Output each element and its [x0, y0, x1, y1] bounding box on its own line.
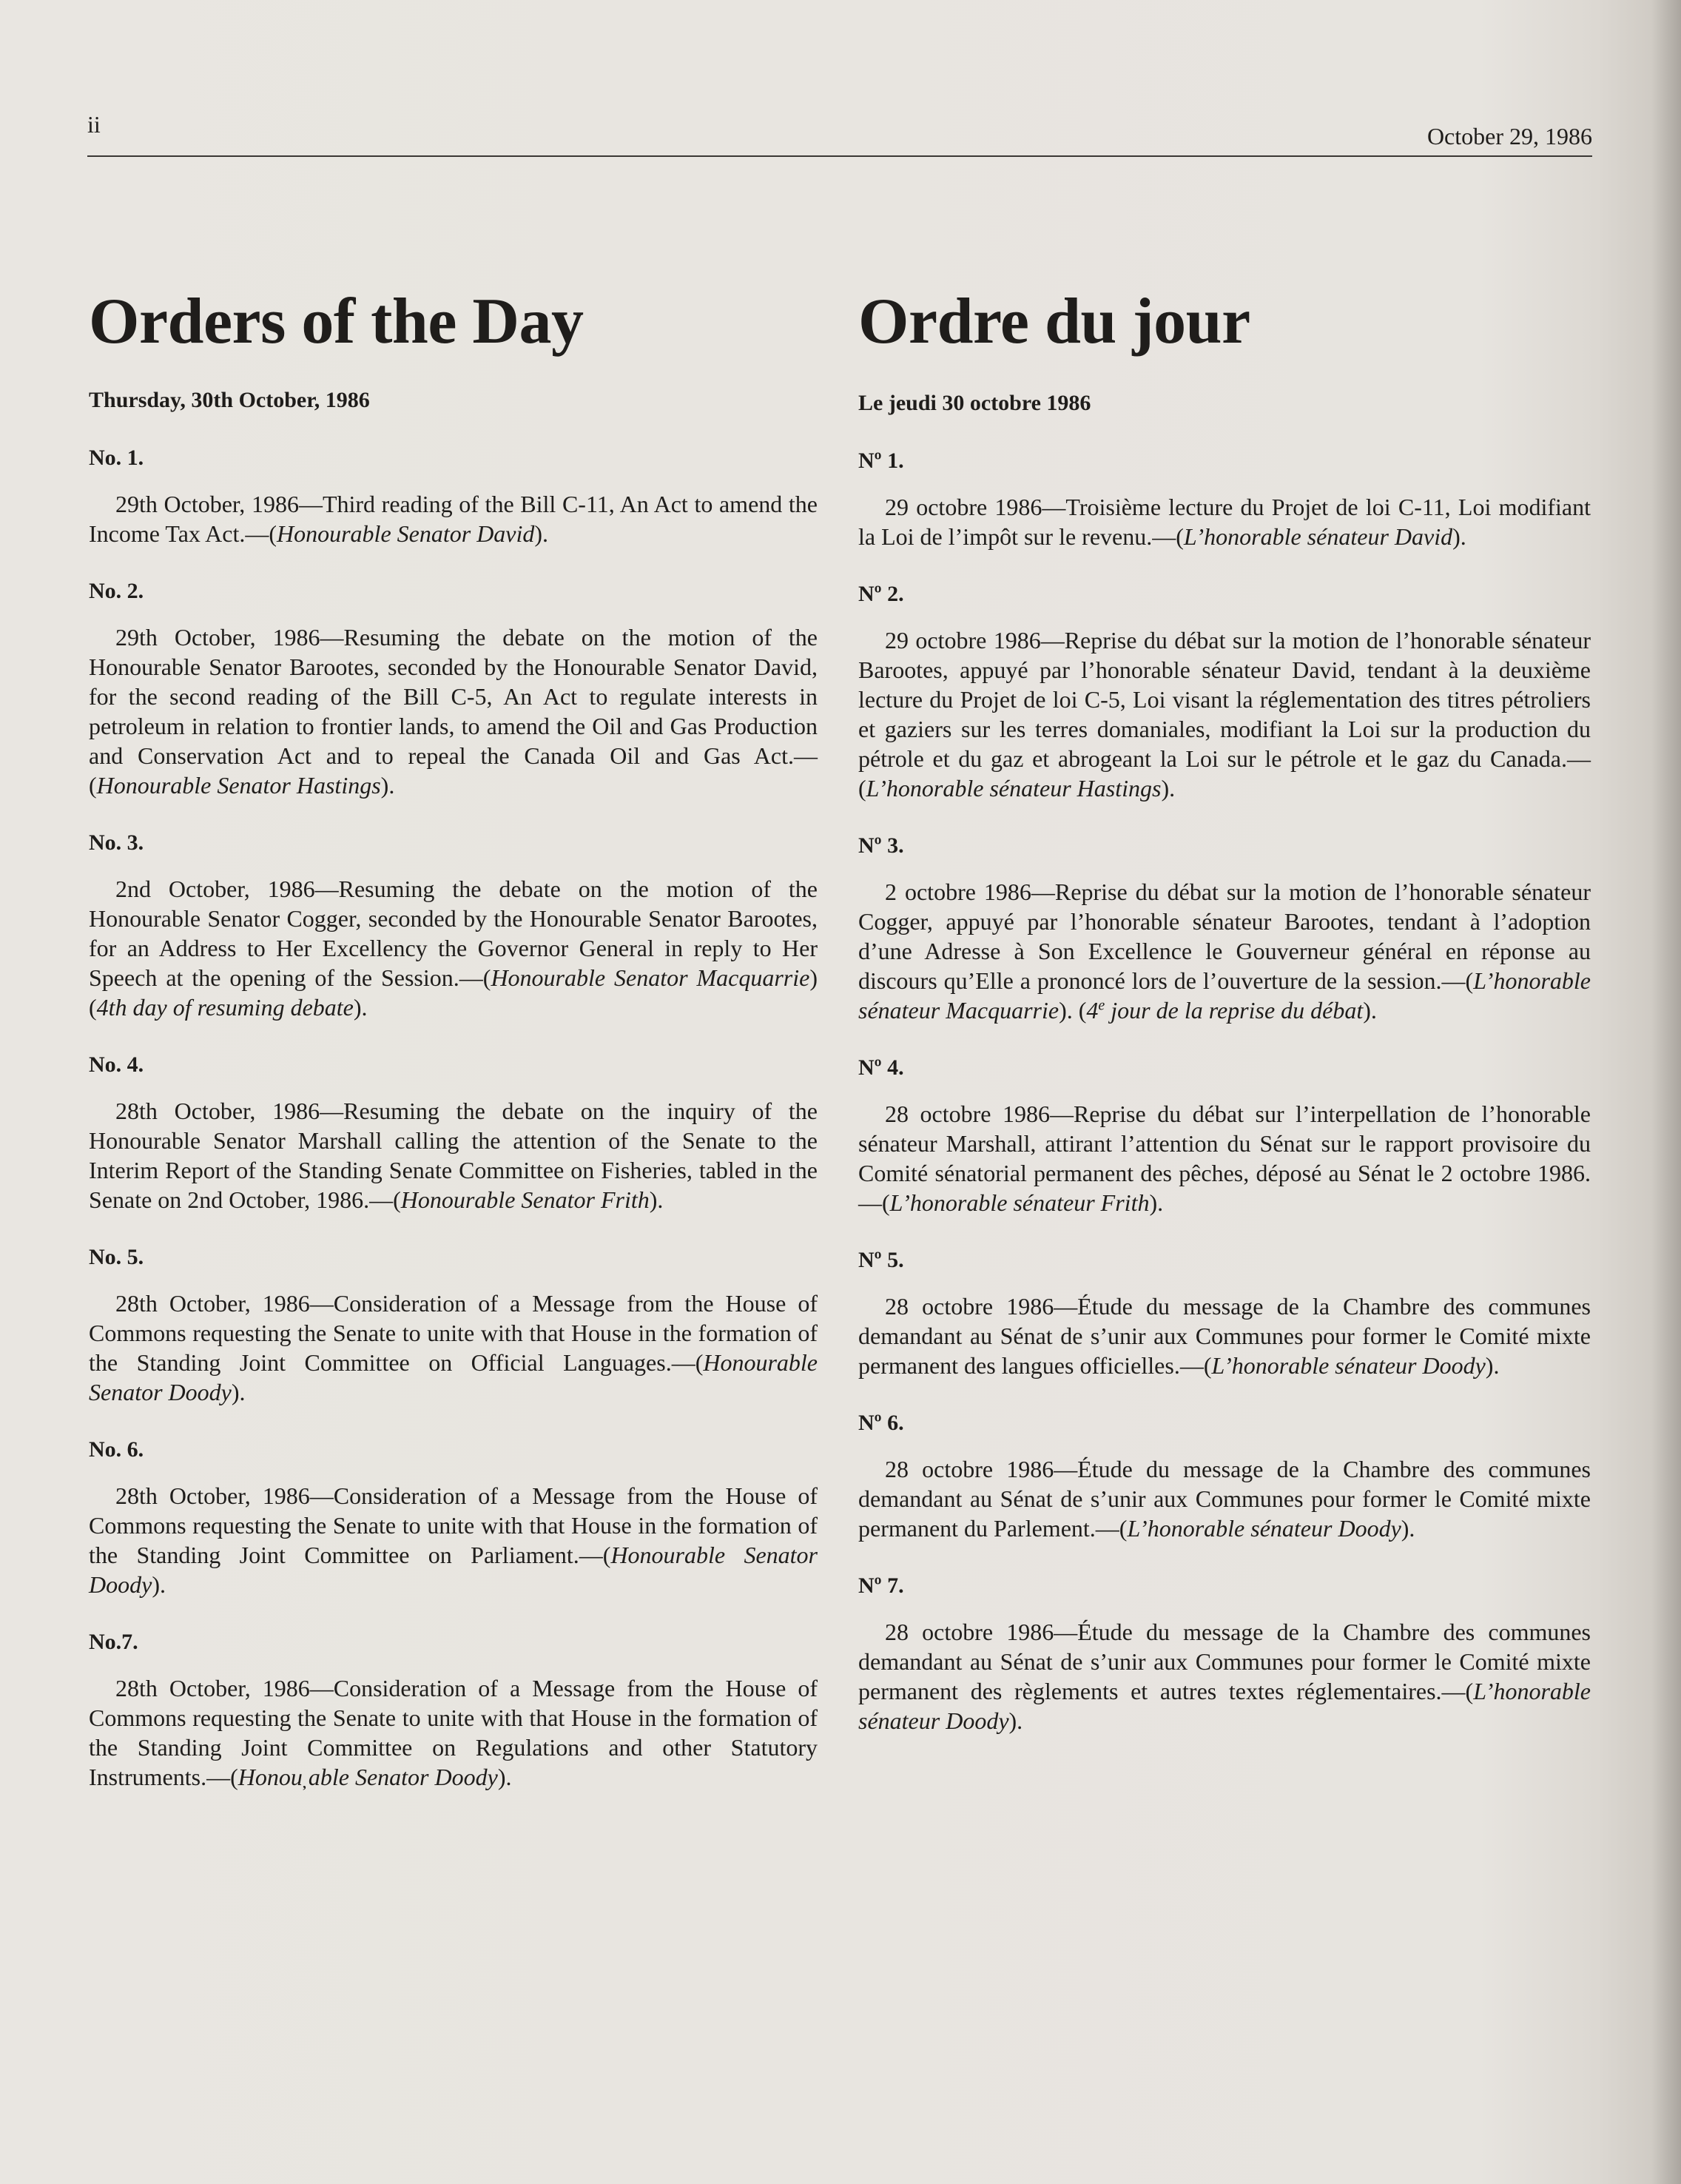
english-item-4 [89, 1050, 818, 1214]
item-number: No. 3. [89, 830, 144, 855]
item-text: 28th October, 1986—Consideration of a Message from the House of Commons requesting the Senate to unite with that House in the formation of the Standing Joint Committee on Official Languages.—(Honourable Senator Doody). [89, 1290, 818, 1405]
item-text: 28 octobre 1986—Étude du message de la Chambre des communes demandant au Sénat de s’unir aux Communes pour former le Comité mixte permanent des règlements et autres textes réglementaires.—(L’honorable sénateur Doody). [858, 1619, 1591, 1734]
english-item-6 [89, 1435, 818, 1599]
item-text: 2 octobre 1986—Reprise du débat sur la motion de l’honorable sénateur Cogger, appuyé par l’honorable sénateur Barootes, tendant à l’adoption d’une Adresse à Son Excellence le Gouverneur général en réponse au discours qu’Elle a prononcé lors de l’ouverture de la session.—(L’honorable sénateur Macquarrie). (4e jour de la reprise du débat). [858, 878, 1591, 1024]
english-column [89, 285, 818, 1792]
item-number: No. 2. [89, 579, 144, 603]
item-text: 28 octobre 1986—Reprise du débat sur l’interpellation de l’honorable sénateur Marshall, attirant l’attention du Sénat sur le rapport provisoire du Comité sénatorial permanent des pêches, déposé au Sénat le 2 octobre 1986.—(L’honorable sénateur Frith). [858, 1101, 1591, 1216]
french-item-4 [858, 1053, 1591, 1217]
page-number: ii [87, 111, 101, 138]
french-item-6 [858, 1408, 1591, 1543]
english-item-3 [89, 828, 818, 1022]
item-number: Nº 7. [858, 1573, 904, 1598]
french-date-line: Le jeudi 30 octobre 1986 [858, 391, 1091, 415]
english-item-5 [89, 1243, 818, 1407]
french-column [858, 285, 1591, 1736]
header-date: October 29, 1986 [1426, 123, 1592, 149]
item-text: 2nd October, 1986—Resuming the debate on the motion of the Honourable Senator Cogger, seconded by the Honourable Senator Barootes, for an Address to Her Excellency the Governor General in reply to Her Speech at the opening of the Session.—(Honourable Senator Macquarrie) (4th day of resuming debate). [89, 876, 818, 1021]
french-item-2 [858, 579, 1591, 803]
item-number: No.7. [89, 1630, 138, 1654]
item-number: Nº 6. [858, 1411, 904, 1435]
item-text: 28th October, 1986—Consideration of a Message from the House of Commons requesting the Senate to unite with that House in the formation of the Standing Joint Committee on Parliament.—(Honourable Senator Doody). [89, 1482, 818, 1598]
item-text: 28th October, 1986—Consideration of a Message from the House of Commons requesting the Senate to unite with that House in the formation of the Standing Joint Committee on Regulations and other Statutory Instruments.—(Honou̦ able Senator Doody). [89, 1675, 818, 1790]
item-number: No. 5. [89, 1245, 144, 1269]
item-text: 28 octobre 1986—Étude du message de la Chambre des communes demandant au Sénat de s’unir aux Communes pour former le Comité mixte permanent du Parlement.—(L’honorable sénateur Doody). [858, 1456, 1591, 1542]
french-item-7 [858, 1571, 1591, 1736]
item-number: Nº 1. [858, 448, 904, 473]
english-date-line: Thursday, 30th October, 1986 [89, 388, 370, 412]
french-item-3 [858, 831, 1591, 1025]
item-number: Nº 5. [858, 1248, 904, 1272]
item-number: No. 6. [89, 1437, 144, 1462]
item-text: 28 octobre 1986—Étude du message de la Chambre des communes demandant au Sénat de s’unir aux Communes pour former le Comité mixte permanent des langues officielles.—(L’honorable sénateur Doody). [858, 1293, 1591, 1379]
item-text: 29th October, 1986—Resuming the debate on the motion of the Honourable Senator Barootes, seconded by the Honourable Senator David, for the second reading of the Bill C-5, An Act to regulate interests in petroleum in relation to frontier lands, to amend the Oil and Gas Production and Conservation Act and to repeal the Canada Oil and Gas Act.—(Honourable Senator Hastings). [89, 624, 818, 799]
page-header [87, 111, 1592, 157]
page-edge-shadow [1651, 0, 1681, 2184]
english-title: Orders of the Day [89, 286, 584, 357]
item-number: Nº 2. [858, 582, 904, 606]
item-text: 28th October, 1986—Resuming the debate on the inquiry of the Honourable Senator Marshall calling the attention of the Senate to the Interim Report of the Standing Senate Committee on Fisheries, tabled in the Senate on 2nd October, 1986.—(Honourable Senator Frith). [89, 1098, 818, 1213]
french-item-5 [858, 1246, 1591, 1380]
item-number: No. 4. [89, 1052, 144, 1077]
item-text: 29 octobre 1986—Reprise du débat sur la motion de l’honorable sénateur Barootes, appuyé par l’honorable sénateur David, tendant à la deuxième lecture du Projet de loi C-5, Loi visant la réglementation des titres pétroliers et gaziers sur les terres domaniales, modifiant la Loi sur la production du pétrole et du gaz et abrogeant la Loi sur le pétrole et le gaz du Canada.—(L’honorable sénateur Hastings). [858, 627, 1591, 802]
item-text: 29 octobre 1986—Troisième lecture du Projet de loi C-11, Loi modifiant la Loi de l’impôt sur le revenu.—(L’honorable sénateur David). [858, 494, 1591, 550]
item-number: No. 1. [89, 446, 144, 470]
item-number: Nº 3. [858, 833, 904, 858]
english-item-2 [89, 577, 818, 800]
english-item-1 [89, 443, 818, 548]
french-title: Ordre du jour [858, 286, 1250, 357]
english-item-7 [89, 1627, 818, 1792]
item-text: 29th October, 1986—Third reading of the Bill C-11, An Act to amend the Income Tax Act.—(Honourable Senator David). [89, 491, 818, 547]
french-item-1 [858, 446, 1591, 551]
item-number: Nº 4. [858, 1055, 904, 1080]
